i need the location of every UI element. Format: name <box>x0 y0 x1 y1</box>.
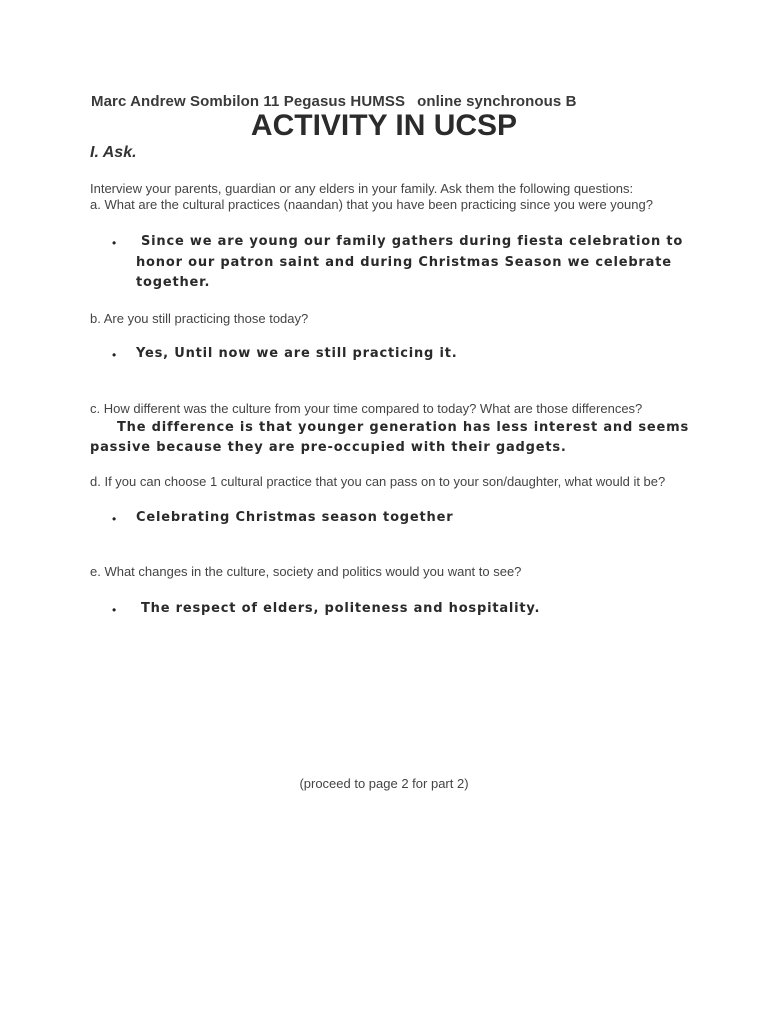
question-b: b. Are you still practicing those today? <box>90 311 309 326</box>
answer-a-line-2: honor our patron saint and during Christmas Season we celebrate <box>136 255 672 270</box>
student-name-line: Marc Andrew Sombilon 11 Pegasus HUMSS <box>91 93 406 110</box>
answer-e: The respect of elders, politeness and hospitality. <box>141 601 541 616</box>
page-title: ACTIVITY IN UCSP <box>250 109 518 142</box>
question-d: d. If you can choose 1 cultural practice that you can pass on to your son/daughter, what would it be? <box>90 474 666 489</box>
footer-note: (proceed to page 2 for part 2) <box>299 776 469 791</box>
question-a: a. What are the cultural practices (naandan) that you have been practicing since you were young? <box>90 197 653 212</box>
bullet-icon: • <box>112 603 117 617</box>
question-e: e. What changes in the culture, society and politics would you want to see? <box>90 564 522 579</box>
student-header <box>91 93 577 110</box>
bullet-icon: • <box>112 348 117 362</box>
answer-d: Celebrating Christmas season together <box>136 510 454 525</box>
answer-a-line-1: Since we are young our family gathers during fiesta celebration to <box>141 234 684 249</box>
answer-c-line-2: passive because they are pre-occupied with their gadgets. <box>90 440 567 455</box>
bullet-icon: • <box>112 236 117 250</box>
section-heading: I. Ask. <box>90 144 137 161</box>
question-c: c. How different was the culture from your time compared to today? What are those differences? <box>90 401 643 416</box>
bullet-icon: • <box>112 512 117 526</box>
intro-text: Interview your parents, guardian or any elders in your family. Ask them the following questions: <box>90 181 634 196</box>
class-mode: online synchronous B <box>417 93 577 110</box>
answer-b: Yes, Until now we are still practicing it. <box>136 346 458 361</box>
answer-a-line-3: together. <box>136 275 211 290</box>
answer-c-line-1: The difference is that younger generation has less interest and seems <box>117 420 690 435</box>
